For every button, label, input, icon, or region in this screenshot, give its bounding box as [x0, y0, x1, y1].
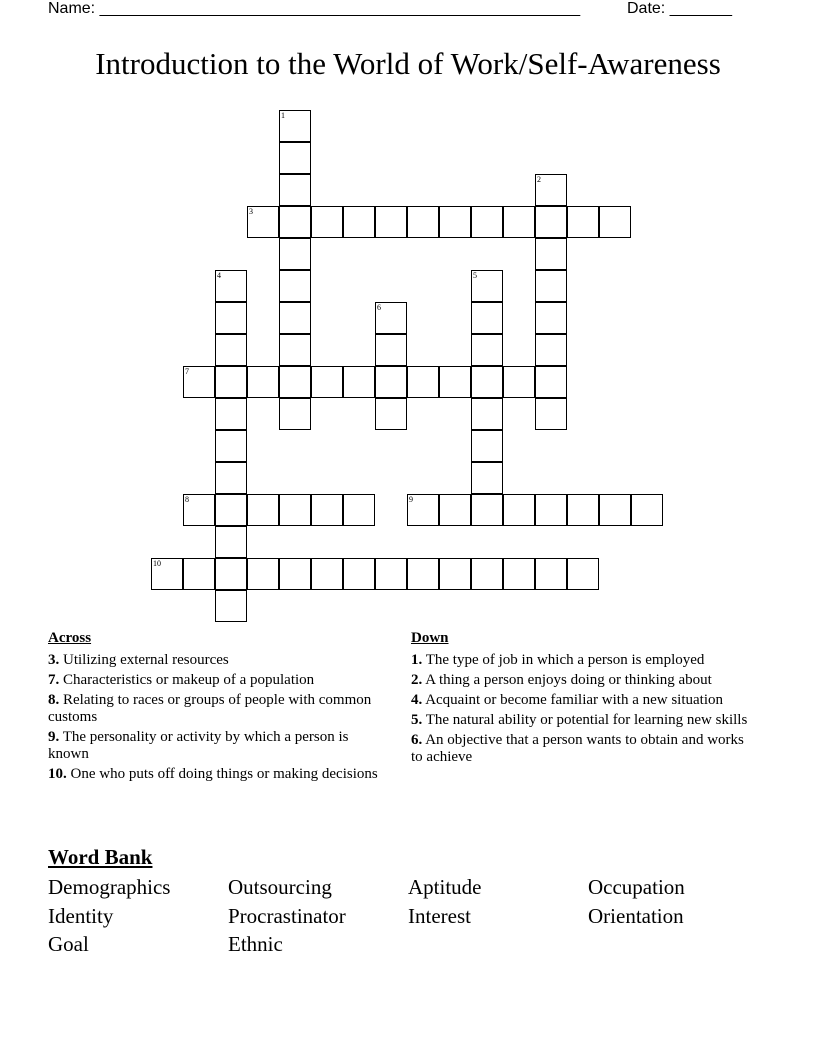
word-bank-item: Interest: [408, 904, 471, 928]
crossword-cell[interactable]: [503, 206, 535, 238]
crossword-cell[interactable]: [215, 526, 247, 558]
name-field-label: Name: ______________________________________________________: [48, 0, 581, 17]
crossword-cell[interactable]: [279, 110, 311, 142]
clue-number-label: 7: [185, 367, 189, 376]
crossword-cell[interactable]: [279, 334, 311, 366]
clue-text: The personality or activity by which a person is known: [48, 729, 349, 762]
crossword-cell[interactable]: [471, 430, 503, 462]
clue-text: The natural ability or potential for learning new skills: [425, 712, 748, 728]
crossword-cell[interactable]: [279, 366, 311, 398]
crossword-cell[interactable]: [215, 558, 247, 590]
crossword-cell[interactable]: [535, 270, 567, 302]
page-title: Introduction to the World of Work/Self-Awareness: [95, 46, 721, 81]
clue-number: 2.: [411, 672, 423, 688]
crossword-cell[interactable]: [247, 366, 279, 398]
word-bank-item: Outsourcing: [228, 875, 332, 899]
crossword-cell[interactable]: [375, 398, 407, 430]
clue-text: Characteristics or makeup of a population: [63, 672, 315, 688]
clue-number-label: 1: [281, 111, 285, 120]
clue-number-label: 8: [185, 495, 189, 504]
crossword-cell[interactable]: [183, 494, 215, 526]
down-clue: [411, 712, 756, 729]
crossword-cell[interactable]: [247, 558, 279, 590]
across-clue: [48, 692, 383, 726]
down-clue: [411, 732, 756, 766]
word-bank-item: Identity: [48, 904, 114, 928]
crossword-cell[interactable]: [375, 334, 407, 366]
crossword-cell[interactable]: [183, 366, 215, 398]
crossword-cell[interactable]: [311, 206, 343, 238]
crossword-cell[interactable]: [375, 302, 407, 334]
down-clue: [411, 692, 756, 709]
crossword-cell[interactable]: [599, 206, 631, 238]
crossword-cell[interactable]: [215, 334, 247, 366]
crossword-cell[interactable]: [471, 270, 503, 302]
word-bank-item: Orientation: [588, 904, 684, 928]
crossword-cell[interactable]: [279, 494, 311, 526]
crossword-cell[interactable]: [567, 494, 599, 526]
down-clue: [411, 672, 756, 689]
clue-number-label: 3: [249, 207, 253, 216]
crossword-cell[interactable]: [535, 302, 567, 334]
crossword-cell[interactable]: [215, 302, 247, 334]
clue-number: 4.: [411, 692, 423, 708]
clue-number: 8.: [48, 692, 60, 708]
crossword-cell[interactable]: [567, 206, 599, 238]
crossword-cell[interactable]: [215, 398, 247, 430]
clue-text: An objective that a person wants to obtain and works to achieve: [411, 732, 744, 765]
clue-number-label: 9: [409, 495, 413, 504]
crossword-cell[interactable]: [311, 366, 343, 398]
crossword-cell[interactable]: [471, 398, 503, 430]
clue-text: One who puts off doing things or making decisions: [70, 766, 378, 782]
crossword-cell[interactable]: [471, 462, 503, 494]
crossword-cell[interactable]: [535, 558, 567, 590]
crossword-cell[interactable]: [439, 366, 471, 398]
crossword-cell[interactable]: [343, 366, 375, 398]
word-bank-item: Demographics: [48, 875, 171, 899]
word-bank-item: Ethnic: [228, 932, 283, 956]
crossword-cell[interactable]: [535, 206, 567, 238]
crossword-cell[interactable]: [311, 558, 343, 590]
clue-text: Relating to races or groups of people with common customs: [48, 692, 372, 725]
down-clue: [411, 652, 756, 669]
crossword-cell[interactable]: [247, 494, 279, 526]
clue-number: 5.: [411, 712, 423, 728]
crossword-cell[interactable]: [247, 206, 279, 238]
clue-number: 1.: [411, 652, 423, 668]
clue-number-label: 4: [217, 271, 221, 280]
crossword-cell[interactable]: [375, 206, 407, 238]
crossword-cell[interactable]: [503, 366, 535, 398]
clue-text: A thing a person enjoys doing or thinking about: [425, 672, 712, 688]
word-bank-item: Aptitude: [408, 875, 482, 899]
clue-number-label: 5: [473, 271, 477, 280]
crossword-cell[interactable]: [343, 558, 375, 590]
crossword-cell[interactable]: [311, 494, 343, 526]
across-clue: [48, 766, 383, 783]
down-clues: [411, 630, 756, 769]
crossword-cell[interactable]: [279, 398, 311, 430]
crossword-cell[interactable]: [183, 558, 215, 590]
crossword-cell[interactable]: [407, 494, 439, 526]
crossword-cell[interactable]: [439, 494, 471, 526]
crossword-cell[interactable]: [599, 494, 631, 526]
crossword-cell[interactable]: [439, 206, 471, 238]
crossword-cell[interactable]: [343, 206, 375, 238]
crossword-cell[interactable]: [535, 494, 567, 526]
clue-text: Acquaint or become familiar with a new situation: [425, 692, 724, 708]
crossword-cell[interactable]: [215, 270, 247, 302]
crossword-cell[interactable]: [279, 238, 311, 270]
crossword-cell[interactable]: [471, 366, 503, 398]
crossword-cell[interactable]: [215, 430, 247, 462]
across-heading: Across: [48, 630, 92, 646]
crossword-cell[interactable]: [471, 302, 503, 334]
down-heading: Down: [411, 630, 449, 646]
crossword-cell[interactable]: [439, 558, 471, 590]
clue-number: 10.: [48, 766, 67, 782]
crossword-cell[interactable]: [279, 270, 311, 302]
date-field-label: Date: _______: [627, 0, 732, 17]
crossword-cell[interactable]: [375, 366, 407, 398]
crossword-cell[interactable]: [471, 494, 503, 526]
crossword-cell[interactable]: [503, 558, 535, 590]
crossword-cell[interactable]: [215, 494, 247, 526]
crossword-cell[interactable]: [279, 558, 311, 590]
clue-number: 9.: [48, 729, 60, 745]
crossword-cell[interactable]: [215, 590, 247, 622]
crossword-cell[interactable]: [407, 206, 439, 238]
crossword-cell[interactable]: [535, 174, 567, 206]
crossword-cell[interactable]: [471, 334, 503, 366]
clue-number: 7.: [48, 672, 60, 688]
clue-number: 6.: [411, 732, 423, 748]
clue-number-label: 2: [537, 175, 541, 184]
crossword-cell[interactable]: [535, 366, 567, 398]
clue-number-label: 6: [377, 303, 381, 312]
crossword-cell[interactable]: [407, 558, 439, 590]
word-bank-title: Word Bank: [48, 845, 153, 869]
crossword-cell[interactable]: [279, 206, 311, 238]
crossword-cell[interactable]: [407, 366, 439, 398]
crossword-cell[interactable]: [215, 462, 247, 494]
word-bank-item: Procrastinator: [228, 904, 346, 928]
crossword-cell[interactable]: [215, 366, 247, 398]
clue-text: The type of job in which a person is employed: [425, 652, 705, 668]
clue-number: 3.: [48, 652, 60, 668]
across-clue: [48, 672, 383, 689]
clue-text: Utilizing external resources: [63, 652, 229, 668]
across-clue: [48, 652, 383, 669]
crossword-cell[interactable]: [471, 558, 503, 590]
crossword-cell[interactable]: [279, 174, 311, 206]
word-bank-item: Goal: [48, 932, 89, 956]
crossword-cell[interactable]: [151, 558, 183, 590]
crossword-cell[interactable]: [279, 302, 311, 334]
crossword-cell[interactable]: [375, 558, 407, 590]
crossword-cell[interactable]: [535, 334, 567, 366]
crossword-cell[interactable]: [471, 206, 503, 238]
crossword-cell[interactable]: [535, 398, 567, 430]
crossword-cell[interactable]: [535, 238, 567, 270]
crossword-cell[interactable]: [343, 494, 375, 526]
crossword-cell[interactable]: [503, 494, 535, 526]
word-bank-item: Occupation: [588, 875, 685, 899]
across-clues: [48, 630, 383, 786]
across-clue: [48, 729, 383, 763]
crossword-cell[interactable]: [567, 558, 599, 590]
crossword-cell[interactable]: [279, 142, 311, 174]
crossword-cell[interactable]: [631, 494, 663, 526]
clue-number-label: 10: [153, 559, 161, 568]
